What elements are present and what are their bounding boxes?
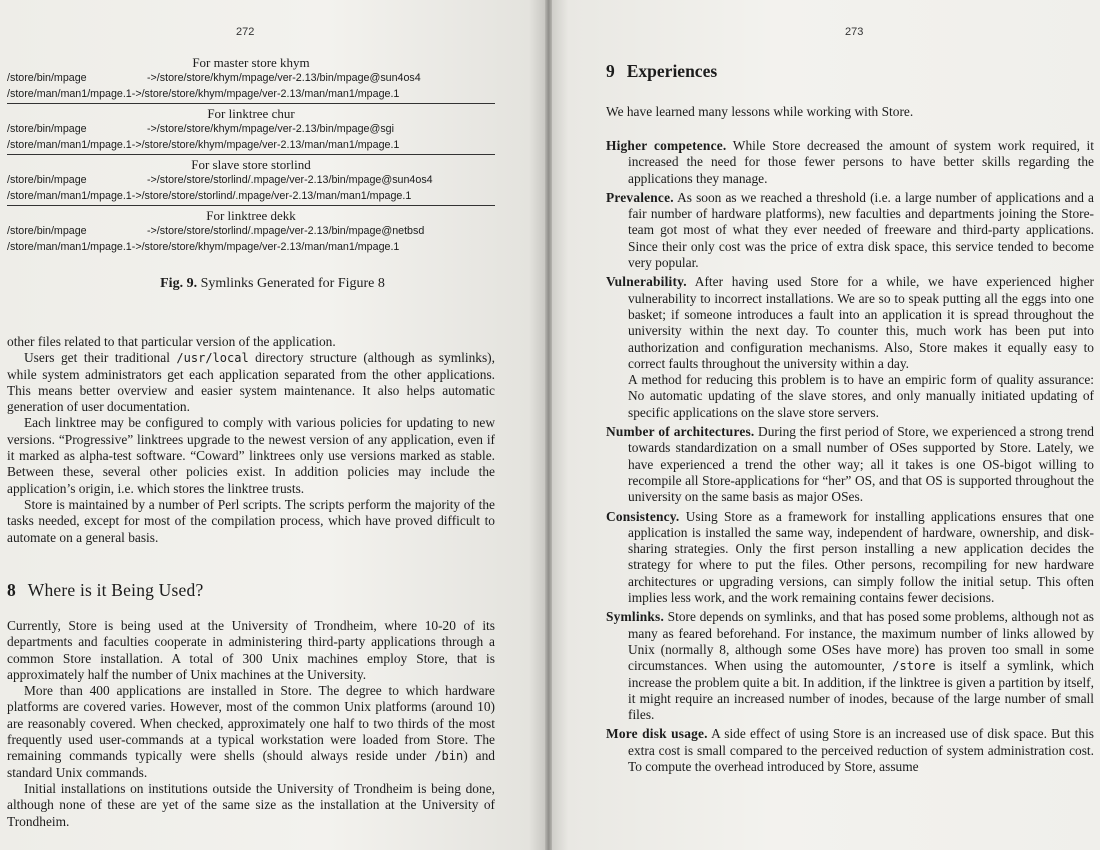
body-text-upper [7,334,495,546]
section-heading [606,61,717,82]
item-text: Store depends on symlinks, and that has posed some problems, although not as many as feared beforehand. For instance, the maximum number of links allowed by Unix (normally 8, although some OSes have more) has proven too small in some circumstances. When using the automounter, [628,609,1094,674]
paragraph: Initial installations on institutions outside the University of Trondheim is being done, although none of these are yet of the same size as the installation at the University of Trondheim. [7,780,495,829]
item-text: A side effect of using Store is an increased use of disk space. But this extra cost is small compared to the perceived reduction of system administration cost. To compute the overhead introduced by Store, assume [628,726,1094,774]
symlink-source: /store/bin/mpage [7,174,87,186]
item-text: After having used Store for a while, we have experienced higher vulnerability to incorrect installations. We are so to speak putting all the eggs into one basket; if someone introduces a fault into an application it is spread throughout the university within the next day. To counter this, much work has been put into authorization and configuration mechanisms. Also, Store makes it equally easy to correct faults throughout the university within a day. [628,274,1094,371]
symlink-target: ->/store/store/khym/mpage/ver-2.13/man/man1/mpage.1 [131,88,400,100]
symlink-row [7,70,495,86]
list-item [606,726,1094,775]
inline-code: /bin [434,749,464,764]
item-text: While Store decreased the amount of system work required, it increased the need for those fewer persons to have better skills regarding the applications they manage. [628,138,1094,186]
paragraph: Currently, Store is being used at the University of Trondheim, where 10-20 of its departments and faculties cooperate in administering third-party applications through a common Store installation. A total of 300 Unix machines employ Store, that is approximately half the number of Unix machines at the University. [7,618,495,682]
page-number: 272 [236,26,255,38]
divider [7,103,495,104]
item-text: Using Store as a framework for installing applications ensures that one application is installed the same way, independent of hardware, ownership, and disk-sharing strategies. Only the first person installing a new application decides the strategy for where to put the files. Other persons, recompiling for new hardware architectures or upgrading versions, can simply follow the initial setup. This often implies less work, and the work remaining contains fewer decisions. [628,508,1094,606]
page-number: 273 [845,26,864,38]
symlink-target: ->/store/store/storlind/.mpage/ver-2.13/bin/mpage@netbsd [147,225,425,237]
item-term: Vulnerability. [606,274,687,290]
list-item [606,138,1094,187]
list-item [606,190,1094,271]
intro-paragraph: We have learned many lessons while working with Store. [606,104,914,119]
paragraph [7,683,495,781]
inline-code: /store [892,659,936,674]
list-item [606,424,1094,505]
text-run: More than 400 applications are installed in Store. The degree to which hardware platforms are covered varies. However, most of the common Unix platforms (around 10) are reasonably covered. When checked, approximately one half to two thirds of the most frequently used user-commands at a typical workstation were loaded from Store. The remaining commands typically were shells (should always reside under [7,683,495,764]
group-title: For linktree chur [207,106,295,121]
caption-label: Fig. 9. [160,276,198,291]
symlink-target: ->/store/store/khym/mpage/ver-2.13/man/man1/mpage.1 [131,241,400,253]
divider [7,205,495,206]
symlink-row [7,188,495,204]
section-number: 8 [7,580,16,600]
item-text-tail: is itself a symlink, which increase the problem quite a bit. In addition, if the linktree is given a partition by itself, it might require an increased number of inodes, because of the large number of small files. [628,658,1094,723]
item-term: Number of architectures. [606,424,755,440]
item-text: As soon as we reached a threshold (i.e. a large number of applications and a fair number of hardware platforms), new faculties and departments joining the Store-team got most of what they ever needed of freeware and third-party applications. Since their only cost was the price of extra disk space, this service tended to become very popular. [628,189,1094,271]
symlink-source: /store/bin/mpage [7,123,87,135]
symlink-row [7,239,495,255]
symlink-source: /store/man/man1/mpage.1 [7,139,132,151]
text-run: directory structure (although as symlinks), while system administrators get each application separated from the other applications. This means better overview and easier system maintenance. It also helps automatic generation of user documentation. [7,350,495,415]
symlink-row [7,121,495,137]
group-title: For master store khym [192,55,310,70]
symlink-source: /store/bin/mpage [7,225,87,237]
section-title: Where is it Being Used? [27,580,204,600]
symlink-source: /store/man/man1/mpage.1 [7,88,132,100]
symlink-target: ->/store/store/khym/mpage/ver-2.13/bin/mpage@sun4os4 [147,72,421,84]
inline-code: /usr/local [176,351,249,366]
paragraph: other files related to that particular version of the application. [7,334,336,349]
symlink-target: ->/store/store/khym/mpage/ver-2.13/bin/mpage@sgi [147,123,394,135]
book-gutter [545,0,552,850]
symlink-row [7,223,495,239]
symlink-table [7,55,495,255]
symlink-target: ->/store/store/storlind/.mpage/ver-2.13/man/man1/mpage.1 [131,190,412,202]
section-number: 9 [606,61,615,81]
experience-list [606,138,1094,778]
right-page [552,0,1100,850]
symlink-source: /store/bin/mpage [7,72,87,84]
paragraph: Each linktree may be configured to comply with various policies for updating to new versions. “Progressive” linktrees upgrade to the newest version of any application, even if it marked as alpha-test software. “Coward” linktrees only use versions marked as stable. Between these, several other policies exist. In addition policies may include the application’s origin, i.e. which stores the linktree trusts. [7,415,495,496]
item-term: Prevalence. [606,189,674,205]
item-term: Higher competence. [606,138,727,153]
symlink-row [7,172,495,188]
list-item [606,609,1094,723]
symlink-target: ->/store/store/khym/mpage/ver-2.13/man/man1/mpage.1 [131,139,400,151]
item-term: Consistency. [606,508,680,524]
symlink-row [7,86,495,102]
item-term: More disk usage. [606,726,708,742]
group-title: For linktree dekk [206,208,296,223]
paragraph [7,350,495,415]
group-title: For slave store storlind [191,157,311,172]
paragraph: Store is maintained by a number of Perl scripts. The scripts perform the majority of the tasks needed, except for most of the compilation process, which have proved difficult to automate on a general basis. [7,496,495,545]
section-heading [7,580,203,601]
list-item [606,509,1094,607]
section-title: Experiences [626,61,718,81]
symlink-source: /store/man/man1/mpage.1 [7,190,132,202]
list-item [606,274,1094,372]
item-text: During the first period of Store, we experienced a strong trend towards standardization on a small number of OSes supported by Store. Lately, we have experienced a trend the other way; all it takes is one OS-bigot willing to recompile all Store-applications for “her” OS, and that OS is supported throughout the university on the same basis as major OSes. [628,424,1094,505]
list-item-continuation: A method for reducing this problem is to have an empiric form of quality assurance: No automatic updating of the slave stores, and only manually initiated updating of specific applications on the slave store servers. [628,372,1094,420]
item-term: Symlinks. [606,609,664,625]
left-page [0,0,545,850]
caption-text: Symlinks Generated for Figure 8 [200,276,385,291]
symlink-target: ->/store/store/storlind/.mpage/ver-2.13/bin/mpage@sun4os4 [147,174,433,186]
text-run: ) and standard Unix commands. [7,748,495,780]
body-text-lower [7,618,495,830]
symlink-source: /store/man/man1/mpage.1 [7,241,132,253]
divider [7,154,495,155]
text-run: Users get their traditional [24,350,177,366]
figure-caption [0,276,545,292]
symlink-row [7,137,495,153]
